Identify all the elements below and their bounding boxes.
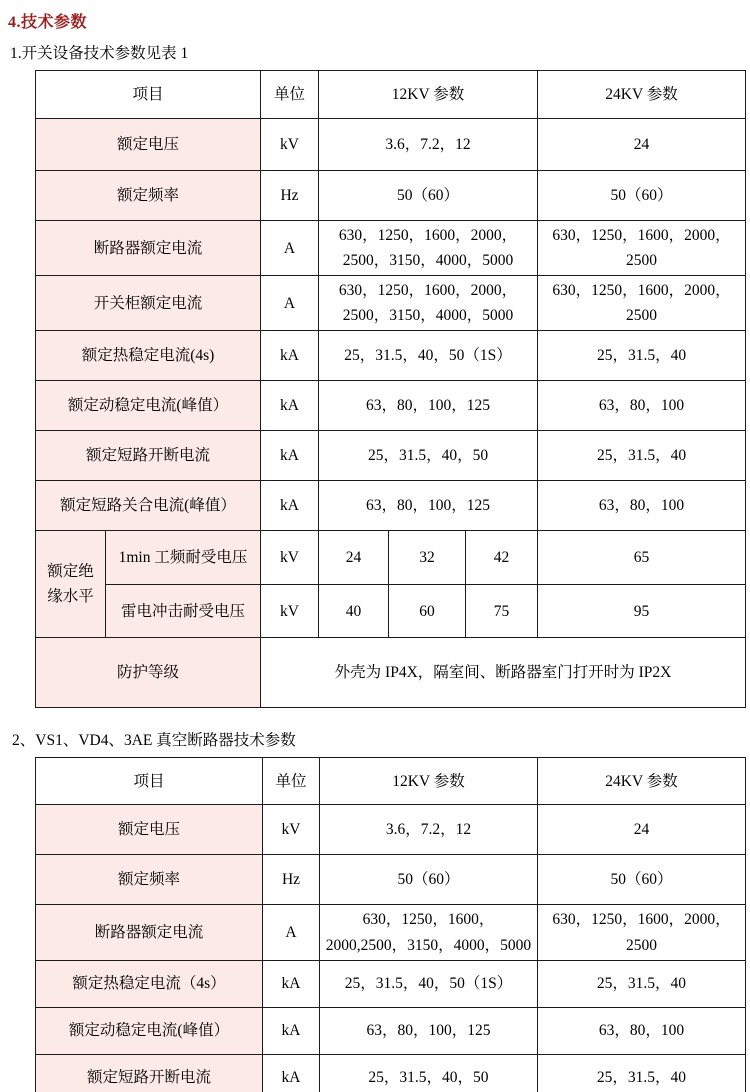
cell-12kv-value: 25，31.5，40，50 <box>319 431 538 481</box>
cell-item: 断路器额定电流 <box>36 905 263 960</box>
cell-24kv-value: 65 <box>538 531 746 585</box>
cell-unit: kA <box>263 1007 320 1054</box>
header-24kv: 24KV 参数 <box>538 71 746 119</box>
cell-protection-value: 外壳为 IP4X，隔室间、断路器室门打开时为 IP2X <box>261 638 746 708</box>
cell-insulation-group: 额定绝缘水平 <box>36 531 106 638</box>
table-row <box>36 805 746 855</box>
cell-12kv-value: 50（60） <box>319 171 538 221</box>
cell-12kv-sub3: 42 <box>466 531 538 585</box>
cell-24kv-value: 24 <box>538 805 746 855</box>
cell-12kv-sub2: 60 <box>389 585 466 638</box>
header-unit: 单位 <box>261 71 319 119</box>
header-24kv: 24KV 参数 <box>538 758 746 805</box>
cell-24kv-value: 24 <box>538 119 746 171</box>
cell-unit: Hz <box>261 171 319 221</box>
cell-24kv-value: 25，31.5，40 <box>538 431 746 481</box>
cell-unit: Hz <box>263 855 320 905</box>
header-unit: 单位 <box>263 758 320 805</box>
cell-item: 额定电压 <box>36 805 263 855</box>
table-row <box>36 960 746 1007</box>
protection-level-row <box>36 638 746 708</box>
cell-unit: A <box>261 221 319 276</box>
cell-24kv-value: 25，31.5，40 <box>538 331 746 381</box>
table-row <box>36 221 746 276</box>
cell-24kv-value: 95 <box>538 585 746 638</box>
cell-12kv-value: 3.6，7.2，12 <box>319 119 538 171</box>
cell-24kv-value: 630，1250，1600，2000，2500 <box>538 905 746 960</box>
cell-unit: kV <box>263 805 320 855</box>
cell-item: 额定动稳定电流(峰值） <box>36 1007 263 1054</box>
cell-item: 额定频率 <box>36 171 261 221</box>
cell-24kv-value: 25，31.5，40 <box>538 1054 746 1092</box>
table-row <box>36 905 746 960</box>
cell-item: 额定短路开断电流 <box>36 1054 263 1092</box>
header-12kv: 12KV 参数 <box>320 758 538 805</box>
table-row <box>36 276 746 331</box>
cell-item: 额定热稳定电流（4s） <box>36 960 263 1007</box>
cell-unit: kA <box>263 1054 320 1092</box>
cell-item: 额定热稳定电流(4s) <box>36 331 261 381</box>
cell-24kv-value: 630，1250，1600，2000，2500 <box>538 221 746 276</box>
cell-12kv-value: 3.6，7.2，12 <box>320 805 538 855</box>
cell-12kv-value: 25，31.5，40，50（1S） <box>319 331 538 381</box>
cell-item: 额定频率 <box>36 855 263 905</box>
cell-unit: kA <box>261 481 319 531</box>
cell-12kv-value: 630，1250，1600，2000，2500，3150，4000，5000 <box>319 276 538 331</box>
cell-item: 断路器额定电流 <box>36 221 261 276</box>
table-row <box>36 1007 746 1054</box>
cell-12kv-value: 630，1250，1600，2000，2500，3150，4000，5000 <box>319 221 538 276</box>
table-header-row <box>36 71 746 119</box>
table-row <box>36 431 746 481</box>
table-row <box>36 331 746 381</box>
cell-24kv-value: 50（60） <box>538 171 746 221</box>
table-row <box>36 481 746 531</box>
cell-item: 雷电冲击耐受电压 <box>106 585 261 638</box>
cell-unit: A <box>261 276 319 331</box>
cell-24kv-value: 630，1250，1600，2000，2500 <box>538 276 746 331</box>
table-row <box>36 381 746 431</box>
cell-unit: A <box>263 905 320 960</box>
cell-unit: kA <box>263 960 320 1007</box>
cell-item: 防护等级 <box>36 638 261 708</box>
cell-24kv-value: 63，80，100 <box>538 381 746 431</box>
cell-unit: kA <box>261 331 319 381</box>
section-1-label: 1.开关设备技术参数见表 1 <box>10 45 189 62</box>
switchgear-parameters-table <box>35 70 746 708</box>
cell-12kv-sub1: 40 <box>319 585 389 638</box>
cell-12kv-value: 63，80，100，125 <box>320 1007 538 1054</box>
cell-item: 开关柜额定电流 <box>36 276 261 331</box>
cell-12kv-value: 50（60） <box>320 855 538 905</box>
cell-12kv-value: 63，80，100，125 <box>319 381 538 431</box>
cell-12kv-value: 25，31.5，40，50 <box>320 1054 538 1092</box>
cell-unit: kV <box>261 119 319 171</box>
table-row <box>36 1054 746 1092</box>
cell-24kv-value: 25，31.5，40 <box>538 960 746 1007</box>
cell-unit: kV <box>261 531 319 585</box>
cell-unit: kV <box>261 585 319 638</box>
cell-item: 额定电压 <box>36 119 261 171</box>
cell-unit: kA <box>261 381 319 431</box>
insulation-row-power-frequency <box>36 531 746 585</box>
cell-12kv-sub1: 24 <box>319 531 389 585</box>
cell-item: 额定动稳定电流(峰值） <box>36 381 261 431</box>
document-title: 4.技术参数 <box>8 14 88 31</box>
cell-unit: kA <box>261 431 319 481</box>
table-row <box>36 855 746 905</box>
header-item: 项目 <box>36 71 261 119</box>
header-12kv: 12KV 参数 <box>319 71 538 119</box>
cell-24kv-value: 63，80，100 <box>538 481 746 531</box>
cell-item: 额定短路关合电流(峰值） <box>36 481 261 531</box>
section-2-label: 2、VS1、VD4、3AE 真空断路器技术参数 <box>12 732 296 750</box>
cell-12kv-value: 25，31.5，40，50（1S） <box>320 960 538 1007</box>
cell-12kv-sub2: 32 <box>389 531 466 585</box>
cell-24kv-value: 50（60） <box>538 855 746 905</box>
cell-24kv-value: 63，80，100 <box>538 1007 746 1054</box>
header-item: 项目 <box>36 758 263 805</box>
cell-item: 1min 工频耐受电压 <box>106 531 261 585</box>
cell-12kv-sub3: 75 <box>466 585 538 638</box>
vacuum-breaker-parameters-table <box>35 757 746 1092</box>
table-row <box>36 119 746 171</box>
cell-12kv-value: 630，1250，1600，2000,2500，3150，4000，5000 <box>320 905 538 960</box>
insulation-row-lightning-impulse <box>36 585 746 638</box>
table-header-row <box>36 758 746 805</box>
table-row <box>36 171 746 221</box>
cell-item: 额定短路开断电流 <box>36 431 261 481</box>
cell-12kv-value: 63，80，100，125 <box>319 481 538 531</box>
